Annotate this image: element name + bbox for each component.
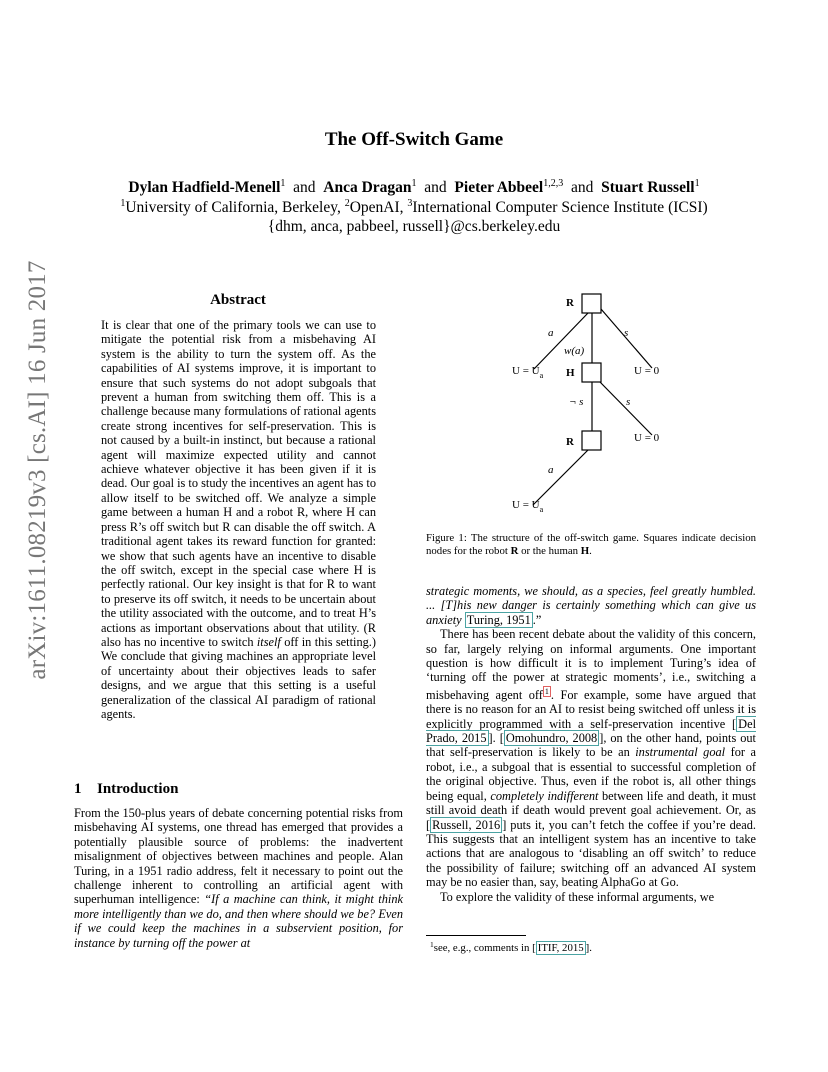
edge-s-mid bbox=[600, 382, 652, 435]
body-paragraph: To explore the validity of these informal arguments, we bbox=[440, 889, 715, 904]
edge-label-a-top: a bbox=[548, 327, 554, 339]
quote-continuation: strategic moments, we should, as a species, feel greatly humbled. ... [T]his new danger is certainly something which can give us anxiety Turing, 1951 .” bbox=[426, 584, 756, 627]
footnote-divider bbox=[426, 935, 526, 936]
off-switch-game-tree-figure bbox=[500, 285, 720, 525]
utility-label-mid-right: U = 0 bbox=[634, 432, 660, 444]
citation-link[interactable]: Turing, 1951 bbox=[466, 612, 531, 627]
author-name: Dylan Hadfield-Menell bbox=[128, 179, 281, 196]
utility-label-top-left: $U = U_a$ bbox=[512, 365, 544, 380]
human-decision-node bbox=[582, 363, 601, 382]
footnote-link[interactable]: 1 bbox=[544, 686, 549, 696]
author-name: Anca Dragan bbox=[323, 179, 412, 196]
citation-link[interactable]: Omohundro, 2008 bbox=[505, 731, 598, 746]
paper-title: The Off-Switch Game bbox=[324, 129, 504, 150]
arxiv-sidebar-identifier: arXiv:1611.08219v3 [cs.AI] 16 Jun 2017 bbox=[24, 260, 51, 680]
abstract-heading: Abstract bbox=[210, 292, 266, 308]
introduction-paragraph: From the 150-plus years of debate concerning potential risks from misbehaving AI systems, one thread has emerged that provides a potentially plausible source of problems: the inadvertent misalignment of objectives between machines and people. Alan Turing, in a 1951 radio address, felt it necessary to point out the challenge inherent to controlling an artificial agent with superhuman intelligence: “If a machine can think, it might think more intelligently than we do, and then where should we be? Even if we could keep the machines in a subservient position, for instance by turning off the power at bbox=[74, 806, 403, 950]
abstract-body: It is clear that one of the primary tools we can use to mitigate the potential risk from a misbehaving AI system is the ability to turn the system off. As the capabilities of AI systems improve, it is important to ensure that such systems do not adopt subgoals that prevent a human from switching them off. This is a challenge because many formulations of rational agents create strong incentives for self-preservation. This is not caused by a built-in instinct, but because a rational agent will maximize expected utility and cannot achieve whatever objective it has been given if it is dead. Our goal is to study the incentives an agent has to allow itself to be switched off. We analyze a simple game between a human H and a robot R, where H can press R’s off switch but R can disable the off switch. A traditional agent takes its reward function for granted: we show that such agents have an incentive to disable the off switch, except in the special case where H is perfectly rational. Our key insight is that for R to want to preserve its off switch, it needs to be uncertain about the utility associated with the outcome, and to treat H’s actions as important observations about that utility. (R also has no incentive to switch itself off in this setting.) We conclude that giving machines an appropriate level of uncertainty about their objectives leads to safer designs, and we argue that this setting is a useful generalization of the classical AI paradigm of rational agents. bbox=[101, 318, 376, 721]
edge-label-w: w(a) bbox=[564, 345, 585, 357]
body-paragraph: There has been recent debate about the validity of this concern, so far, largely relying on informal arguments. One important question is how difficult it is to implement Turing’s idea of ‘turning off the power at strategic moments’, i.e., switching a misbehaving agent off $^1$ . For example, some have argued that there is no reason for an AI to resist being switched off unless it is explicitly programmed with a self-preservation incentive [ Del Prado, 2015 ]. [ Omohundro, 2008 ], on the other hand, points out that self-preservation is likely to be an instrumental goal for a robot, i.e., a subgoal that is essential to successful completion of the original objective. Thus, even if the robot is, all other things being equal, completely indifferent between life and death, it must still avoid death if death would prevent goal achievement. Or, as [ Russell, 2016 ] puts it, you can’t fetch the coffee if you’re dead. This suggests that an intelligent system has an incentive to take actions that are analogous to ‘disabling an off switch’ to reduce the possibility of failure; switching off an advanced AI system may be no easier than, say, beating AlphaGo at Go. bbox=[426, 627, 757, 890]
utility-label-top-right: U = 0 bbox=[634, 365, 660, 377]
utility-label-bottom: $U = U_a$ bbox=[512, 499, 544, 514]
citation-link[interactable]: Russell, 2016 bbox=[432, 817, 501, 832]
citation-link[interactable]: Del Prado, 2015 bbox=[426, 716, 756, 746]
figure-caption: Figure 1: The structure of the off-switch game. Squares indicate decision nodes for the robot R or the human H. bbox=[426, 532, 756, 557]
author-name: Pieter Abbeel bbox=[454, 179, 544, 196]
citation-link[interactable]: ITIF, 2015 bbox=[537, 942, 584, 954]
edge-a-top bbox=[534, 313, 588, 369]
section-heading-introduction: 1 Introduction bbox=[74, 781, 179, 797]
edge-label-s-top: s bbox=[624, 327, 629, 339]
author-name: Stuart Russell bbox=[601, 179, 695, 196]
edge-label-a-bottom: a bbox=[548, 464, 554, 476]
node-label-r-bottom: R bbox=[566, 436, 574, 448]
robot-decision-node-top bbox=[582, 294, 601, 313]
right-column-body bbox=[426, 584, 756, 904]
edge-label-not-s: ¬ s bbox=[569, 396, 584, 408]
node-label-h: H bbox=[566, 367, 575, 379]
footnote: $^1$see, e.g., comments in [ ITIF, 2015 ]. bbox=[430, 940, 592, 954]
author-emails: {dhm, anca, pabbeel, russell}@cs.berkeley.edu bbox=[267, 218, 561, 235]
affiliations: $^1$University of California, Berkeley, $^2$OpenAI, $^3$International Computer Science Institute (ICSI) bbox=[120, 198, 708, 216]
edge-label-s-mid: s bbox=[626, 396, 631, 408]
node-label-r-top: R bbox=[566, 297, 574, 309]
robot-decision-node-bottom bbox=[582, 431, 601, 450]
edge-a-bottom bbox=[533, 450, 588, 505]
author-list: Dylan Hadfield-Menell$^1$ and Anca Dragan$^1$ and Pieter Abbeel$^{1,2,3}$ and Stuart Russell$^1$ bbox=[128, 178, 700, 196]
